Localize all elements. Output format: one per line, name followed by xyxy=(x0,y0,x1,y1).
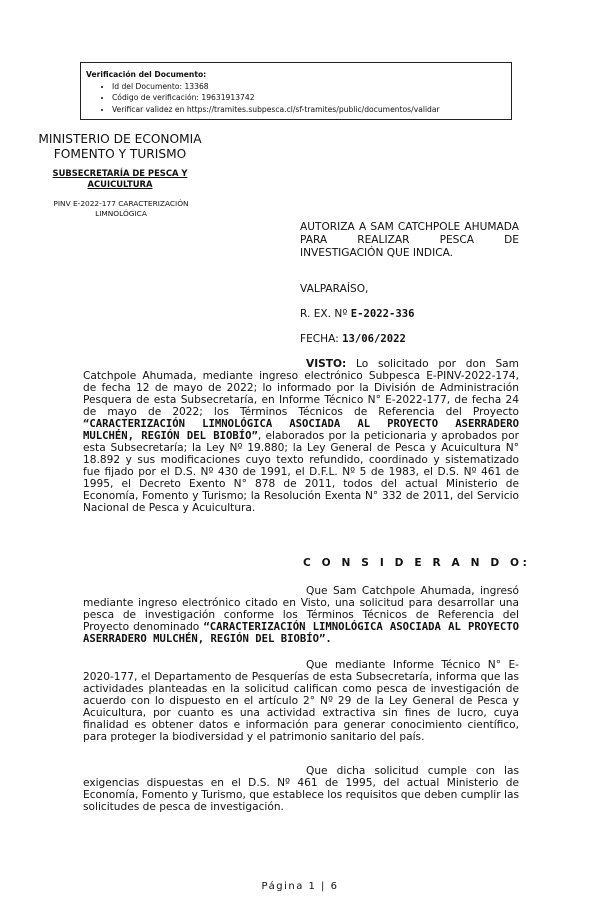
ministry-line-1: MINISTERIO DE ECONOMIA xyxy=(38,132,202,146)
visto-label: VISTO: xyxy=(306,358,347,370)
considerando-p3-text: Que dicha solicitud cumple con las exigencias dispuestas en el D.S. Nº 461 de 1995, del actual Ministerio de Economía, Fomento y Turismo, que establece los requisitos que deben cumplir las solicitudes de pesca de investigación. xyxy=(83,765,519,813)
page-number: Página 1 | 6 xyxy=(261,881,339,892)
pinv-reference xyxy=(36,199,206,218)
pinv-line-2: LIMNOLÓGICA xyxy=(95,208,147,218)
considerando-p1-text: Que Sam Catchpole Ahumada, ingresó mediante ingreso electrónico citado en Visto, una solicitud para desarrollar una pesca de investigación conforme los Términos Técnicos de Referencia del Proyecto denominado xyxy=(83,585,519,633)
considerando-p2-text: Que mediante Informe Técnico N° E-2020-177, el Departamento de Pesquerías de esta Subsecretaría, informa que las actividades planteadas en la solicitud califican como pesca de investigación de acuerdo con lo dispuesto en el artículo 2° Nº 29 de la Ley General de Pesca y Acuicultura, por cuanto es una actividad extractiva sin fines de lucro, cuya finalidad es obtener datos e información para generar conocimiento científico, para proteger la biodiversidad y el patrimonio sanitario del país. xyxy=(83,659,519,743)
rex-value: E-2022-336 xyxy=(350,308,415,320)
subsecretaria-name xyxy=(30,168,210,189)
considerando-p1-project: “CARACTERIZACIÓN LIMNOLÓGICA ASOCIADA AL PROYECTO ASERRADERO MULCHÉN, REGIÓN DEL BIOBÍO”. xyxy=(83,621,519,645)
rex-label: R. EX. Nº xyxy=(300,308,351,320)
considerando-paragraph-3 xyxy=(83,765,519,813)
resolution-number xyxy=(300,308,414,320)
resolution-subject: AUTORIZA A SAM CATCHPOLE AHUMADA PARA REALIZAR PESCA DE INVESTIGACIÓN QUE INDICA. xyxy=(300,221,519,259)
verification-code: • Código de verificación: 19631913742 xyxy=(112,92,507,104)
fecha-label: FECHA: xyxy=(300,333,343,345)
pinv-line-1: PINV E-2022-177 CARACTERIZACIÓN xyxy=(53,199,189,208)
visto-text-2: , elaborados por la peticionaria y aprobados por esta Subsecretaría; la Ley Nº 19.880; la Ley General de Pesca y Acuicultura N° 18.892 y sus modificaciones cuyo texto refundido, coordinado y sistematizado fue fijado por el D.S. Nº 430 de 1991, el D.F.L. Nº 5 de 1983, el D.S. Nº 461 de 1995, el Decreto Exento N° 878 de 2011, todos del actual Ministerio de Economía, Fomento y Turismo; la Resolución Exenta N° 332 de 2011, del Servicio Nacional de Pesca y Acuicultura. xyxy=(83,430,519,514)
ministry-line-2: FOMENTO Y TURISMO xyxy=(53,147,187,161)
visto-text-1: Lo solicitado por don Sam Catchpole Ahumada, mediante ingreso electrónico Subpesca E-PINV-2022-174, de fecha 12 de mayo de 2022; lo informado por la División de Administración Pesquera de esta Subsecretaría, en Informe Técnico N° E-2022-177, de fecha 24 de mayo de 2022; los Términos Técnicos de Referencia del Proyecto xyxy=(83,358,519,418)
resolution-city: VALPARAÍSO, xyxy=(300,283,369,295)
considerando-paragraph-1 xyxy=(83,585,519,645)
subsecretaria-line-1: SUBSECRETARÍA DE PESCA Y xyxy=(52,168,188,178)
ministry-name xyxy=(30,132,210,162)
verification-doc-id: • Id del Documento: 13368 xyxy=(112,81,507,93)
considerando-heading: C O N S I D E R A N D O: xyxy=(303,557,531,569)
verification-box xyxy=(80,62,512,120)
verification-url: • Verificar validez en https://tramites.subpesca.cl/sf-tramites/public/documentos/validar xyxy=(112,104,507,116)
verification-title: Verificación del Documento: xyxy=(86,70,207,79)
subsecretaria-line-2: ACUICULTURA xyxy=(87,178,153,189)
fecha-value: 13/06/2022 xyxy=(342,333,406,345)
visto-project: “CARACTERIZACIÓN LIMNOLÓGICA ASOCIADA AL PROYECTO ASERRADERO MULCHÉN, REGIÓN DEL BIOBÍO” xyxy=(83,418,519,442)
visto-paragraph xyxy=(83,358,519,514)
verification-list xyxy=(86,81,507,116)
resolution-date xyxy=(300,333,406,345)
considerando-paragraph-2 xyxy=(83,659,519,743)
